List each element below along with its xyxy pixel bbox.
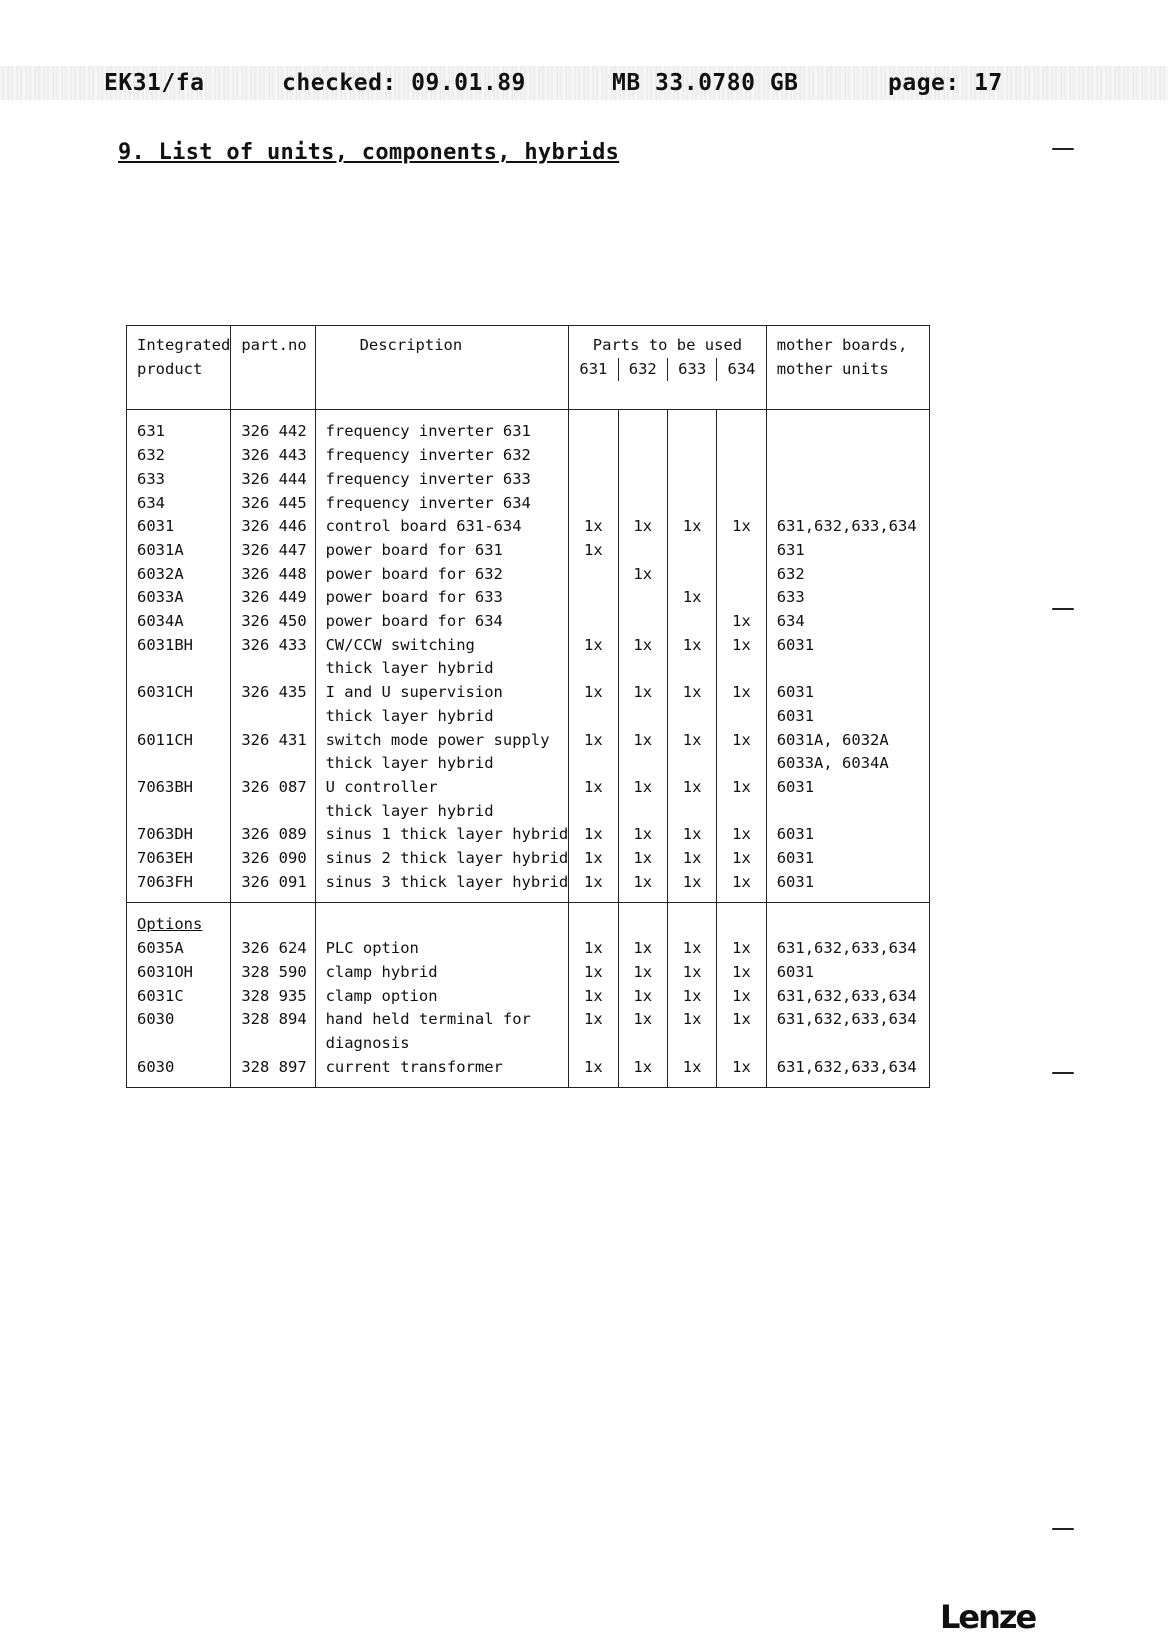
options-label: Options — [137, 915, 203, 934]
cell-qty-631 — [569, 492, 618, 516]
cell-part-no: 326 435 — [231, 681, 315, 728]
table-header-row — [127, 326, 930, 410]
cell-qty-631: 1x — [569, 539, 618, 563]
cell-line: power board for 634 — [325, 612, 503, 631]
cell-mother — [766, 492, 929, 516]
cell-qty-632: 1x — [618, 681, 667, 728]
cell-qty-632: 1x — [618, 776, 667, 823]
cell-qty-633: 1x — [667, 681, 716, 728]
cell-product: 6011CH — [127, 729, 231, 776]
cell-qty-632: 1x — [618, 937, 667, 961]
cell-description — [315, 961, 569, 985]
cell-qty-631: 1x — [569, 1008, 618, 1055]
table-row — [127, 871, 930, 903]
cell-description — [315, 410, 569, 444]
empty-cell — [315, 903, 569, 937]
cell-part-no: 328 935 — [231, 985, 315, 1009]
cell-product: 6031 — [127, 515, 231, 539]
cell-qty-634: 1x — [717, 871, 766, 903]
cell-part-no: 326 090 — [231, 847, 315, 871]
cell-line: 631,632,633,634 — [776, 939, 917, 958]
cell-qty-633 — [667, 563, 716, 587]
cell-product: 6031BH — [127, 634, 231, 681]
table-row — [127, 729, 930, 776]
col-header-product-line2: product — [137, 359, 203, 378]
cell-description — [315, 681, 569, 728]
cell-mother — [766, 937, 929, 961]
cell-qty-631 — [569, 610, 618, 634]
cell-qty-632: 1x — [618, 563, 667, 587]
cell-mother — [766, 586, 929, 610]
cell-line — [777, 420, 929, 444]
cell-qty-634: 1x — [717, 1056, 766, 1088]
cell-qty-632: 1x — [618, 823, 667, 847]
cell-description — [315, 563, 569, 587]
cell-qty-631 — [569, 444, 618, 468]
cell-line: power board for 632 — [325, 564, 503, 583]
cell-line: 6031 — [776, 825, 815, 844]
cell-qty-632 — [618, 410, 667, 444]
table-row — [127, 823, 930, 847]
cell-qty-631: 1x — [569, 871, 618, 903]
cell-line: 6031 — [776, 706, 815, 725]
cell-qty-631: 1x — [569, 515, 618, 539]
cell-part-no: 326 450 — [231, 610, 315, 634]
table-row — [127, 937, 930, 961]
table-row — [127, 776, 930, 823]
cell-product: 6032A — [127, 563, 231, 587]
header-page: page: 17 — [888, 70, 1003, 96]
cell-qty-634 — [717, 492, 766, 516]
cell-qty-633 — [667, 410, 716, 444]
cell-line: 633 — [776, 588, 805, 607]
empty-cell — [231, 903, 315, 937]
cell-product: 633 — [127, 468, 231, 492]
cell-qty-633 — [667, 444, 716, 468]
cell-qty-631: 1x — [569, 729, 618, 776]
col-header-631: 631 — [579, 359, 608, 378]
cell-line — [777, 657, 929, 681]
empty-cell — [766, 903, 929, 937]
table-row — [127, 410, 930, 444]
cell-part-no: 328 897 — [231, 1056, 315, 1088]
cell-description — [315, 985, 569, 1009]
col-header-parts-used-label: Parts to be used — [592, 336, 743, 354]
cell-mother — [766, 847, 929, 871]
cell-mother — [766, 961, 929, 985]
cell-qty-632 — [618, 586, 667, 610]
cell-description — [315, 871, 569, 903]
cell-qty-634: 1x — [717, 681, 766, 728]
cell-product: 634 — [127, 492, 231, 516]
cell-part-no: 326 449 — [231, 586, 315, 610]
cell-line: PLC option — [325, 939, 419, 958]
table-row — [127, 961, 930, 985]
cell-line: clamp option — [325, 986, 438, 1005]
table-row — [127, 681, 930, 728]
cell-description — [315, 610, 569, 634]
cell-part-no: 326 445 — [231, 492, 315, 516]
table-row — [127, 1008, 930, 1055]
cell-line: 6031 — [776, 962, 815, 981]
cell-line — [777, 1032, 929, 1056]
cell-qty-634: 1x — [717, 729, 766, 776]
table-row — [127, 610, 930, 634]
cell-qty-633: 1x — [667, 729, 716, 776]
cell-line: I and U supervision — [325, 683, 503, 702]
empty-cell — [618, 903, 667, 937]
cell-qty-634: 1x — [717, 985, 766, 1009]
cell-description — [315, 729, 569, 776]
cell-description — [315, 1008, 569, 1055]
margin-punch-mark — [1052, 148, 1074, 150]
cell-line — [777, 444, 929, 468]
cell-qty-632: 1x — [618, 871, 667, 903]
cell-qty-633 — [667, 492, 716, 516]
cell-product: 632 — [127, 444, 231, 468]
cell-part-no: 328 590 — [231, 961, 315, 985]
cell-mother — [766, 871, 929, 903]
cell-line: thick layer hybrid — [325, 801, 494, 820]
cell-qty-632: 1x — [618, 961, 667, 985]
cell-qty-633: 1x — [667, 515, 716, 539]
col-header-part-no: part.no — [231, 326, 315, 410]
cell-description — [315, 823, 569, 847]
cell-qty-634: 1x — [717, 823, 766, 847]
cell-description — [315, 468, 569, 492]
cell-mother — [766, 634, 929, 681]
cell-part-no: 326 433 — [231, 634, 315, 681]
cell-qty-633: 1x — [667, 961, 716, 985]
col-header-mother-line2: mother units — [776, 359, 889, 378]
cell-qty-632: 1x — [618, 729, 667, 776]
cell-qty-632: 1x — [618, 847, 667, 871]
cell-part-no: 326 442 — [231, 410, 315, 444]
cell-description — [315, 586, 569, 610]
cell-mother — [766, 729, 929, 776]
cell-product: 6033A — [127, 586, 231, 610]
table-row — [127, 444, 930, 468]
cell-qty-633: 1x — [667, 847, 716, 871]
cell-mother — [766, 681, 929, 728]
cell-line: hand held terminal for — [325, 1010, 531, 1029]
cell-qty-631: 1x — [569, 961, 618, 985]
cell-qty-633 — [667, 468, 716, 492]
cell-part-no: 328 894 — [231, 1008, 315, 1055]
section-title: 9. List of units, components, hybrids — [118, 140, 620, 165]
cell-mother — [766, 610, 929, 634]
cell-product: 6031C — [127, 985, 231, 1009]
cell-line: 6031 — [776, 777, 815, 796]
cell-line: sinus 2 thick layer hybrid — [325, 849, 569, 868]
table-row — [127, 1056, 930, 1088]
cell-line: frequency inverter 634 — [325, 493, 531, 512]
cell-qty-632 — [618, 444, 667, 468]
cell-qty-632 — [618, 610, 667, 634]
cell-description — [315, 847, 569, 871]
cell-qty-634 — [717, 563, 766, 587]
cell-product: 6034A — [127, 610, 231, 634]
cell-line: 6031 — [776, 635, 815, 654]
table-row — [127, 468, 930, 492]
cell-qty-632 — [618, 468, 667, 492]
cell-qty-633: 1x — [667, 1056, 716, 1088]
cell-product: 631 — [127, 410, 231, 444]
cell-description — [315, 515, 569, 539]
col-header-parts-sub — [569, 358, 766, 382]
cell-line: CW/CCW switching — [325, 635, 475, 654]
cell-qty-633: 1x — [667, 871, 716, 903]
cell-qty-634 — [717, 468, 766, 492]
cell-description — [315, 937, 569, 961]
cell-qty-631 — [569, 410, 618, 444]
cell-qty-634: 1x — [717, 610, 766, 634]
cell-qty-634: 1x — [717, 776, 766, 823]
col-header-description: Description — [315, 326, 569, 410]
cell-description — [315, 539, 569, 563]
cell-qty-632 — [618, 539, 667, 563]
cell-line: clamp hybrid — [325, 962, 438, 981]
cell-mother — [766, 563, 929, 587]
header-author: EK31/fa — [104, 70, 205, 96]
cell-qty-634: 1x — [717, 1008, 766, 1055]
cell-qty-632: 1x — [618, 634, 667, 681]
cell-qty-631 — [569, 468, 618, 492]
cell-qty-631: 1x — [569, 847, 618, 871]
cell-qty-631: 1x — [569, 634, 618, 681]
cell-qty-631 — [569, 563, 618, 587]
cell-qty-634: 1x — [717, 961, 766, 985]
cell-qty-632: 1x — [618, 515, 667, 539]
header-doc-number: MB 33.0780 GB — [612, 70, 799, 96]
cell-line: U controller — [325, 777, 438, 796]
cell-product: 6035A — [127, 937, 231, 961]
cell-qty-632: 1x — [618, 985, 667, 1009]
cell-line: 6031 — [776, 683, 815, 702]
cell-qty-631: 1x — [569, 681, 618, 728]
cell-line: diagnosis — [325, 1033, 410, 1052]
cell-qty-631: 1x — [569, 985, 618, 1009]
cell-mother — [766, 468, 929, 492]
table-row — [127, 985, 930, 1009]
cell-line: 6031 — [776, 849, 815, 868]
margin-punch-mark — [1052, 1528, 1074, 1530]
cell-part-no: 326 443 — [231, 444, 315, 468]
table-row — [127, 515, 930, 539]
cell-qty-633: 1x — [667, 776, 716, 823]
col-header-mother-line1: mother boards, — [776, 336, 908, 354]
cell-qty-633: 1x — [667, 985, 716, 1009]
cell-mother — [766, 539, 929, 563]
cell-qty-634: 1x — [717, 847, 766, 871]
margin-punch-mark — [1052, 1072, 1074, 1074]
cell-part-no: 326 431 — [231, 729, 315, 776]
cell-line: control board 631-634 — [325, 517, 522, 536]
cell-product: 7063BH — [127, 776, 231, 823]
cell-qty-632: 1x — [618, 1056, 667, 1088]
cell-line: switch mode power supply — [325, 730, 550, 749]
cell-line: frequency inverter 632 — [325, 446, 531, 465]
cell-line: thick layer hybrid — [325, 706, 494, 725]
cell-part-no: 326 448 — [231, 563, 315, 587]
cell-line: 631,632,633,634 — [776, 1057, 917, 1076]
cell-product: 6030 — [127, 1008, 231, 1055]
cell-qty-631 — [569, 586, 618, 610]
col-header-633: 633 — [667, 358, 716, 382]
cell-line: sinus 1 thick layer hybrid — [325, 825, 569, 844]
cell-line — [777, 468, 929, 492]
cell-line: 632 — [776, 564, 805, 583]
cell-mother — [766, 776, 929, 823]
cell-qty-633: 1x — [667, 937, 716, 961]
cell-mother — [766, 1008, 929, 1055]
cell-part-no: 326 087 — [231, 776, 315, 823]
cell-qty-633: 1x — [667, 1008, 716, 1055]
cell-product: 7063EH — [127, 847, 231, 871]
cell-line: 631,632,633,634 — [776, 517, 917, 536]
table-row — [127, 563, 930, 587]
cell-line: 6033A, 6034A — [776, 754, 889, 773]
cell-line: 6031A, 6032A — [776, 730, 889, 749]
cell-description — [315, 1056, 569, 1088]
cell-qty-634 — [717, 410, 766, 444]
cell-mother — [766, 515, 929, 539]
cell-qty-634: 1x — [717, 634, 766, 681]
cell-qty-634 — [717, 444, 766, 468]
header-checked: checked: 09.01.89 — [282, 70, 526, 96]
cell-qty-634: 1x — [717, 937, 766, 961]
empty-cell — [667, 903, 716, 937]
table-row — [127, 492, 930, 516]
col-header-product — [127, 326, 231, 410]
col-header-parts-used — [569, 326, 767, 410]
cell-line: thick layer hybrid — [325, 659, 494, 678]
cell-mother — [766, 444, 929, 468]
margin-punch-mark — [1052, 608, 1074, 610]
empty-cell — [717, 903, 766, 937]
cell-part-no: 326 447 — [231, 539, 315, 563]
cell-qty-632: 1x — [618, 1008, 667, 1055]
cell-line — [777, 800, 929, 824]
cell-description — [315, 634, 569, 681]
cell-line: frequency inverter 631 — [325, 422, 531, 441]
cell-description — [315, 776, 569, 823]
table-row — [127, 539, 930, 563]
options-label-row — [127, 903, 930, 937]
cell-part-no: 326 624 — [231, 937, 315, 961]
parts-table — [126, 325, 930, 1088]
col-header-mother — [766, 326, 929, 410]
cell-part-no: 326 089 — [231, 823, 315, 847]
cell-mother — [766, 985, 929, 1009]
cell-qty-633: 1x — [667, 634, 716, 681]
cell-line: 6031 — [776, 872, 815, 891]
cell-line: frequency inverter 633 — [325, 469, 531, 488]
cell-qty-633: 1x — [667, 586, 716, 610]
cell-qty-633: 1x — [667, 823, 716, 847]
col-header-632: 632 — [618, 358, 667, 382]
cell-mother — [766, 823, 929, 847]
cell-qty-633 — [667, 610, 716, 634]
cell-qty-632 — [618, 492, 667, 516]
cell-qty-634: 1x — [717, 515, 766, 539]
cell-qty-631: 1x — [569, 776, 618, 823]
cell-line — [777, 492, 929, 516]
cell-qty-634 — [717, 539, 766, 563]
cell-line: 631,632,633,634 — [776, 1010, 917, 1029]
cell-qty-631: 1x — [569, 1056, 618, 1088]
cell-line: power board for 633 — [325, 588, 503, 607]
cell-line: thick layer hybrid — [325, 754, 494, 773]
options-label-cell — [127, 903, 231, 937]
cell-part-no: 326 444 — [231, 468, 315, 492]
cell-line: power board for 631 — [325, 540, 503, 559]
table-row — [127, 586, 930, 610]
cell-description — [315, 492, 569, 516]
cell-qty-634 — [717, 586, 766, 610]
table-row — [127, 847, 930, 871]
cell-line: 631,632,633,634 — [776, 986, 917, 1005]
cell-product: 6031A — [127, 539, 231, 563]
cell-qty-631: 1x — [569, 823, 618, 847]
cell-product: 7063DH — [127, 823, 231, 847]
cell-mother — [766, 410, 929, 444]
col-header-product-line1: Integrated — [137, 336, 231, 354]
lenze-logo: Lenze — [940, 1598, 1036, 1636]
cell-product: 6031OH — [127, 961, 231, 985]
cell-product: 6030 — [127, 1056, 231, 1088]
table-row — [127, 634, 930, 681]
cell-product: 6031CH — [127, 681, 231, 728]
cell-qty-633 — [667, 539, 716, 563]
cell-qty-631: 1x — [569, 937, 618, 961]
cell-line: current transformer — [325, 1057, 503, 1076]
cell-line: sinus 3 thick layer hybrid — [325, 872, 569, 891]
cell-description — [315, 444, 569, 468]
cell-mother — [766, 1056, 929, 1088]
col-header-634: 634 — [716, 358, 765, 382]
cell-line: 634 — [776, 612, 805, 631]
empty-cell — [569, 903, 618, 937]
cell-part-no: 326 091 — [231, 871, 315, 903]
cell-line: 631 — [776, 540, 805, 559]
cell-part-no: 326 446 — [231, 515, 315, 539]
cell-product: 7063FH — [127, 871, 231, 903]
